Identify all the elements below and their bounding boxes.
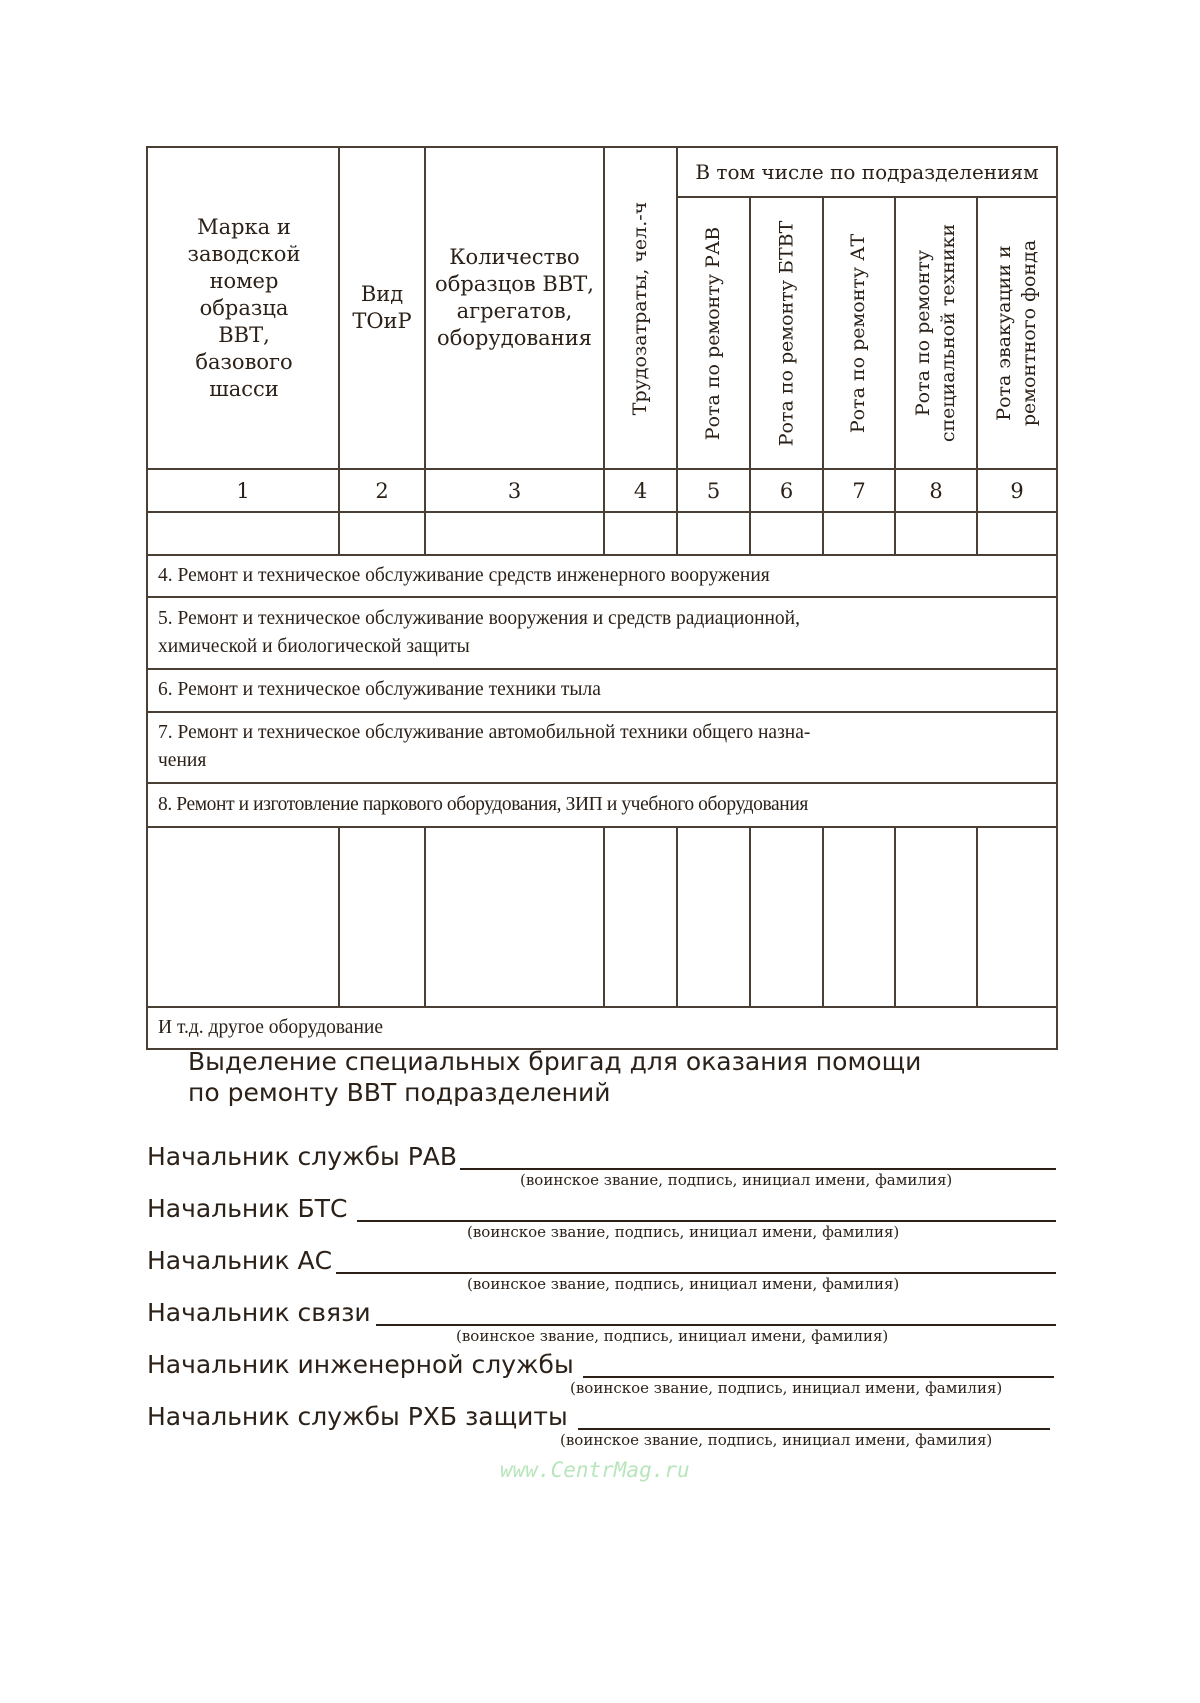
signature-label-engineering: Начальник инженерной службы [147,1350,574,1379]
section7-rule [147,782,1058,784]
header-btvt-company: Рота по ремонту БТВТ [775,220,798,446]
signature-caption-engineering: (воинское звание, подпись, инициал имени, фамилия) [570,1379,1003,1397]
section4-rule [147,596,1058,598]
column-number-9: 9 [1010,479,1024,503]
column-number-4: 4 [633,479,648,503]
blank-col-divider-8 [976,826,978,1007]
signature-caption-as: (воинское звание, подпись, инициал имени, фамилия) [467,1275,900,1293]
signature-caption-signal: (воинское звание, подпись, инициал имени, фамилия) [456,1327,889,1345]
signature-caption-rav: (воинское звание, подпись, инициал имени, фамилия) [520,1171,953,1189]
section6-rule [147,711,1058,713]
section-row-park-equipment: 8. Ремонт и изготовление паркового оборудования, ЗИП и учебного оборудования [158,794,808,815]
signature-line-signal[interactable] [376,1324,1056,1326]
blank-col-divider-6 [822,826,824,1007]
section5-rule [147,668,1058,670]
header-special-tech-text: Рота по ремонту специальной техники [912,223,960,443]
header-rav-company: Рота по ремонту РАВ [702,226,724,440]
section-row-automotive: 7. Ремонт и техническое обслуживание автомобильной техники общего назна- чения [158,722,811,771]
blank-col-divider-5 [749,826,751,1007]
signature-label-as: Начальник АС [147,1246,333,1275]
blank-col-divider-4 [676,826,678,1007]
section-row-engineering: 4. Ремонт и техническое обслуживание средств инженерного вооружения [158,565,770,586]
signature-line-engineering[interactable] [583,1376,1054,1378]
signature-label-rcb: Начальник службы РХБ защиты [147,1402,568,1431]
header-evacuation-text: Рота эвакуации и ремонтного фонда [993,239,1040,427]
header-service-type: Вид ТОиР [352,282,412,333]
table-border-left [146,146,148,1050]
header-labor-hours: Трудозатраты, чел.-ч [629,201,652,415]
column-number-8: 8 [929,479,943,503]
watermark-text: www.CentrMag.ru [500,1458,690,1482]
column-number-5: 5 [706,479,721,503]
header-at-company: Рота по ремонту АТ [847,233,870,433]
section-row-rear-equipment: 6. Ремонт и техническое обслуживание техники тыла [158,679,601,700]
column-number-2: 2 [375,479,389,503]
signature-line-rcb[interactable] [578,1428,1050,1430]
header-quantity: Количество образцов ВВТ, агрегатов, оборудования [435,245,594,350]
section-row-weapons-rcb: 5. Ремонт и техническое обслуживание вооружения и средств радиационной, химической и биологической защиты [158,608,800,657]
header-special-tech-company [896,198,976,468]
signature-caption-bts: (воинское звание, подпись, инициал имени, фамилия) [467,1223,900,1241]
header-brand-serial: Марка и заводской номер образца ВВТ, базового шасси [187,214,301,401]
column-number-7: 7 [852,479,866,503]
blank-col-divider-3 [603,826,605,1007]
signature-line-rav[interactable] [460,1168,1056,1170]
table-border-right [1056,146,1058,1050]
signature-label-rav: Начальник службы РАВ [147,1142,458,1171]
column-number-1: 1 [236,479,250,503]
blank-col-divider-7 [894,826,896,1007]
signature-caption-rcb: (воинское звание, подпись, инициал имени, фамилия) [560,1431,993,1449]
header-evacuation-company [978,198,1056,468]
header-subdivision-group: В том числе по подразделениям [695,159,1039,184]
signature-line-as[interactable] [336,1272,1056,1274]
column-number-6: 6 [779,479,794,503]
blank-col-divider-1 [338,826,340,1007]
signature-label-bts: Начальник БТС [147,1194,348,1223]
brigades-heading: Выделение специальных бригад для оказания помощи по ремонту ВВТ подразделений [188,1047,922,1107]
footer-row-other-equipment: И т.д. другое оборудование [158,1017,383,1038]
column-number-3: 3 [507,479,522,503]
signature-line-bts[interactable] [357,1220,1056,1222]
blank-col-divider-2 [424,826,426,1007]
signature-label-signal: Начальник связи [147,1298,371,1327]
